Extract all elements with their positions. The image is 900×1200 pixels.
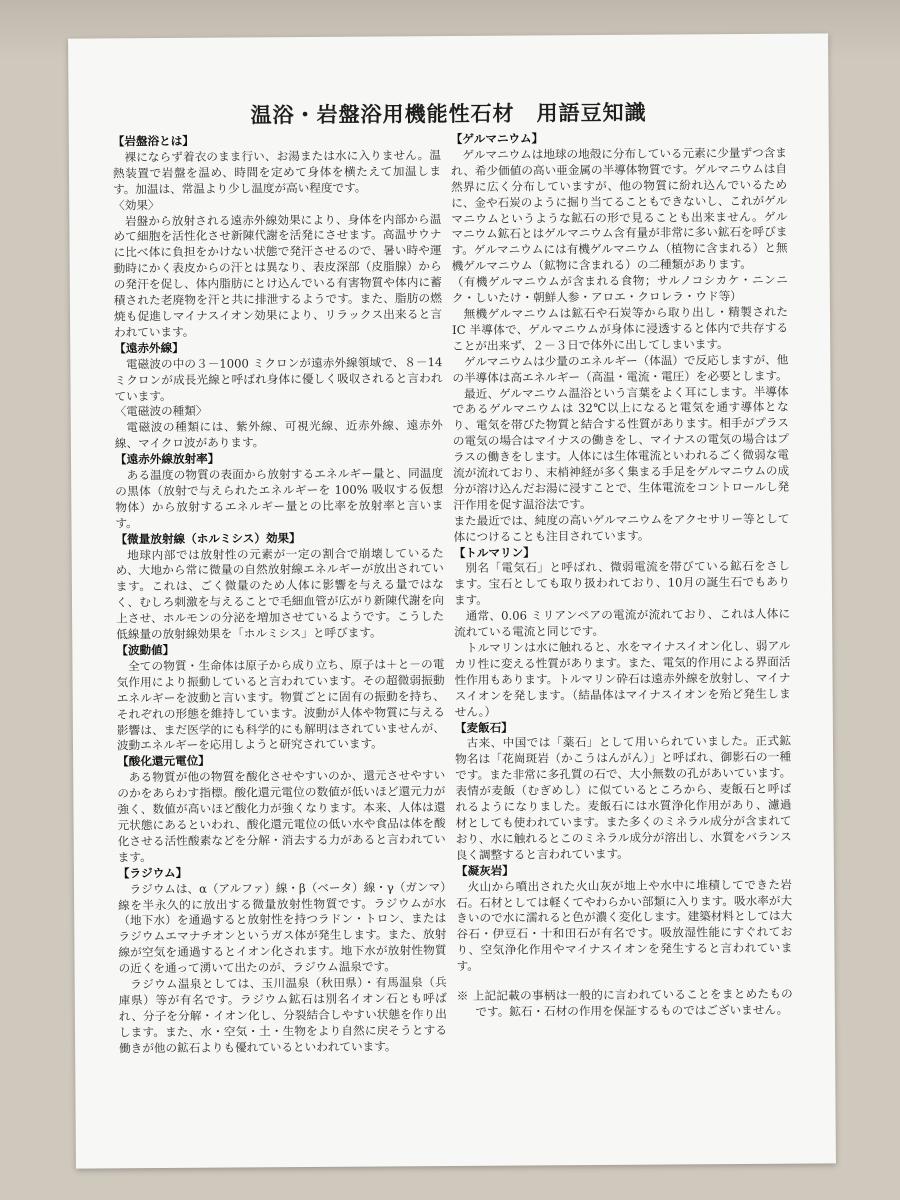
document-page	[68, 33, 836, 1168]
paragraph: 古来、中国では「薬石」として用いられていました。正式鉱物名は「花崗斑岩（かこうはんがん）」と呼ばれ、御影石の一種です。また非常に多孔質の石で、大小無数の孔があいています。表情が麦飯（むぎめし）に似ているところから、麦飯石と呼ばれるようになりました。麦飯石には水質浄化作用があり、濾過材としても使われています。また多くのミネラル成分が含まれており、水に触れるとこのミネラル成分が溶出し、水質をバランス良く調整すると言われています。	[455, 734, 792, 862]
section-heading: 【岩盤浴とは】	[112, 133, 195, 149]
paragraph: 無機ゲルマニウムは鉱石や石炭等から取り出し・精製された IC 半導体で、ゲルマニウムが身体に浸透すると体内で共存することが出来ず、２－３日で体外に出してしまいます。	[452, 304, 789, 353]
subheading: 〈電磁波の種類〉	[114, 404, 208, 419]
paragraph: また最近では、純度の高いゲルマニウムをアクセサリー等として体につけることも注目されています。	[453, 511, 790, 544]
paragraph: 電磁波の中の３－1000 ミクロンが遠赤外線領域で、８－14 ミクロンが成長光線と呼ばれ身体に優しく吸収されると言われています。	[114, 354, 443, 403]
paragraph: ゲルマニウムは地球の地殻に分布している元素に少量ずつ含まれ、希少価値の高い亜金属の半導体物質です。ゲルマニウムは自然界に広く分布していますが、他の物質に紛れ込んでいるために、金や石炭のように掘り当てることもできないし、これがゲルマニウムというような鉱石の形で見ることも出来ません。ゲルマニウム鉱石とはゲルマニウム含有量が非常に多い鉱石を呼びます。ゲルマニウムには有機ゲルマニウム（植物に含まれる）と無機ゲルマニウム（鉱物に含まれる）の二種類があります。	[450, 145, 788, 274]
paragraph: 全ての物質・生命体は原子から成り立ち、原子は＋と－の電気作用により振動していると言われています。その超微弱振動エネルギーを波動と言います。物質ごとに固有の振動を持ち、それぞれの形態を維持しています。波動が人体や物質に与える影響は、まだ医学的にも科学的にも解明はされていませんが、波動エネルギーを応用しようと研究されています。	[116, 656, 445, 753]
paragraph: トルマリンは水に触れると、水をマイナスイオン化し、弱アルカリ性に変える性質があります。また、電気的作用による界面活性作用もあります。トルマリン砕石は遠赤外線を放射し、マイナスイオンを発します。（結晶体はマイナスイオンを殆ど発生しません。）	[454, 638, 791, 719]
right-column	[451, 130, 793, 1021]
paragraph: 最近、ゲルマニウム温浴という言葉をよく耳にします。半導体であるゲルマニウムは 32℃以上になると電気を通す導体となり、電気を帯びた物質と結合する性質があります。相手がプラスの電気の場合はマイナスの働きをし、マイナスの電気の場合はプラスの働きをします。人体には生体電流といわれるごく微弱な電流が流れており、末梢神経が多く集まる手足をゲルマニウムの成分が溶け込んだお湯に浸すことで、生体電流をコントロールし発汗作用を促す温浴法です。	[452, 384, 790, 512]
section-heading: 【ラジウム】	[117, 865, 188, 881]
section-heading: 【凝灰岩】	[455, 863, 514, 878]
paragraph: ラジウムは、α（アルファ）線・β（ベータ）線・γ（ガンマ）線を半永久的に放出する微量放射性物質です。ラジウムが水（地下水）を通過すると放射性を持つラドン・トロン、またはラジウムエマナチオンというガス体が発生します。また、放射線が空気を通過するとイオン化されます。地下水が放射性物質の近くを通って湧いて出たのが、ラジウム温泉です。	[118, 879, 447, 976]
document-title: 温浴・岩盤浴用機能性石材 用語豆知識	[250, 99, 647, 128]
paragraph: 裸にならず着衣のまま行い、お湯または水に入りません。温熱装置で岩盤を温め、時間を定めて身体を横たえて加温します。加温は、常温より少し温度が高い程度です。	[112, 147, 442, 197]
section-heading: 【微量放射線（ホルミシス）効果】	[115, 530, 301, 547]
paragraph: （有機ゲルマニウムが含まれる食物；サルノコシカケ・ニンニク・しいたけ・朝鮮人参・アロエ・クロレラ・ウド等）	[451, 272, 788, 306]
section-heading: 【波動値】	[116, 642, 175, 658]
section-heading: 【トルマリン】	[453, 544, 535, 560]
paragraph: ラジウム温泉としては、玉川温泉（秋田県）・有馬温泉（兵庫県）等が有名です。ラジウム鉱石は別名イオン石とも呼ばれ、分子を分解・イオン化し、分裂結合しやすい状態を作り出します。また、水・空気・土・生物をより自然に戻そうとする働きが他の鉱石よりも優れているといわれています。	[118, 975, 448, 1055]
section-heading: 【遠赤外線放射率】	[114, 451, 220, 467]
paragraph: ゲルマニウムは少量のエネルギー（体温）で反応しますが、他の半導体は高エネルギー（高温・電流・電圧）を必要とします。	[452, 352, 789, 385]
paragraph: 地球内部では放射性の元素が一定の割合で崩壊しているため、大地から常に微量の自然放射線エネルギーが放出されています。これは、ごく微量のため人体に影響を与える量ではなく、むしろ刺激を与えることで毛細血管が広がり新陳代謝を向上させ、ホルモンの分泌を増加させているようです。こうした低線量の放射線効果を「ホルミシス」と呼びます。	[115, 545, 445, 642]
subheading: 〈効果〉	[113, 197, 160, 212]
section-heading: 【酸化還元電位】	[117, 754, 210, 769]
section-heading: 【遠赤外線】	[114, 340, 184, 356]
paragraph: ある物質が他の物質を酸化させやすいのか、還元させやすいのかをあらわす指標。酸化還元電位の数値が低いほど還元力が強く、数値が高いほど酸化力が強くなります。本来、人体は還元状態にあるといわれ、酸化還元電位の低い水や食品は体を酸化させる活性酸素などを分解・消去する力があると言われています。	[117, 768, 446, 865]
disclaimer-note: ※ 上記記載の事柄は一般的に言われていることをまとめたものです。鉱石・石材の作用を保証するものではございません。	[456, 986, 793, 1019]
paragraph: 通常、0.06 ミリアンペアの電流が流れており、これは人体に流れている電流と同じです。	[454, 606, 791, 640]
paragraph: 別名「電気石」と呼ばれ、微弱電流を帯びている鉱石をさします。宝石としても取り扱われており、10月の誕生石でもあります。	[453, 559, 790, 608]
left-column	[113, 132, 447, 1057]
paragraph: 岩盤から放射される遠赤外線効果により、身体を内部から温めて細胞を活性化させ新陳代謝を活発にさせます。高温サウナに比べ体に負担をかけない状態で発汗させるので、暑い時や運動時にかく表皮からの汗とは異なり、表皮深部（皮脂腺）からの発汗を促し、体内脂肪にとけ込んでいる有害物質や体内に蓄積された老廃物を汗と共に排泄するようです。また、脂肪の燃焼も促進しマイナスイオン効果により、リラックス出来ると言われています。	[113, 211, 443, 340]
section-heading: 【ゲルマニウム】	[450, 131, 544, 146]
paragraph: ある温度の物質の表面から放射するエネルギー量と、同温度の黒体（放射で与えられたエネルギーを 100% 吸収する仮想物体）から放射するエネルギー量との比率を放射率と言います。	[115, 466, 444, 531]
paragraph: 火山から噴出された火山灰が地上や水中に堆積してできた岩石。石材としては軽くてやわらかい部類に入ります。吸水率が大きいので水に濡れると色が濃く変化します。建築材料としては大谷石・伊豆石・十和田石が有名です。吸放湿性能にすぐれており、空気浄化作用やマイナスイオンを発生すると言われています。	[456, 877, 793, 974]
paragraph: 電磁波の種類には、紫外線、可視光線、近赤外線、遠赤外線、マイクロ波があります。	[114, 418, 443, 451]
section-heading: 【麦飯石】	[454, 720, 513, 735]
